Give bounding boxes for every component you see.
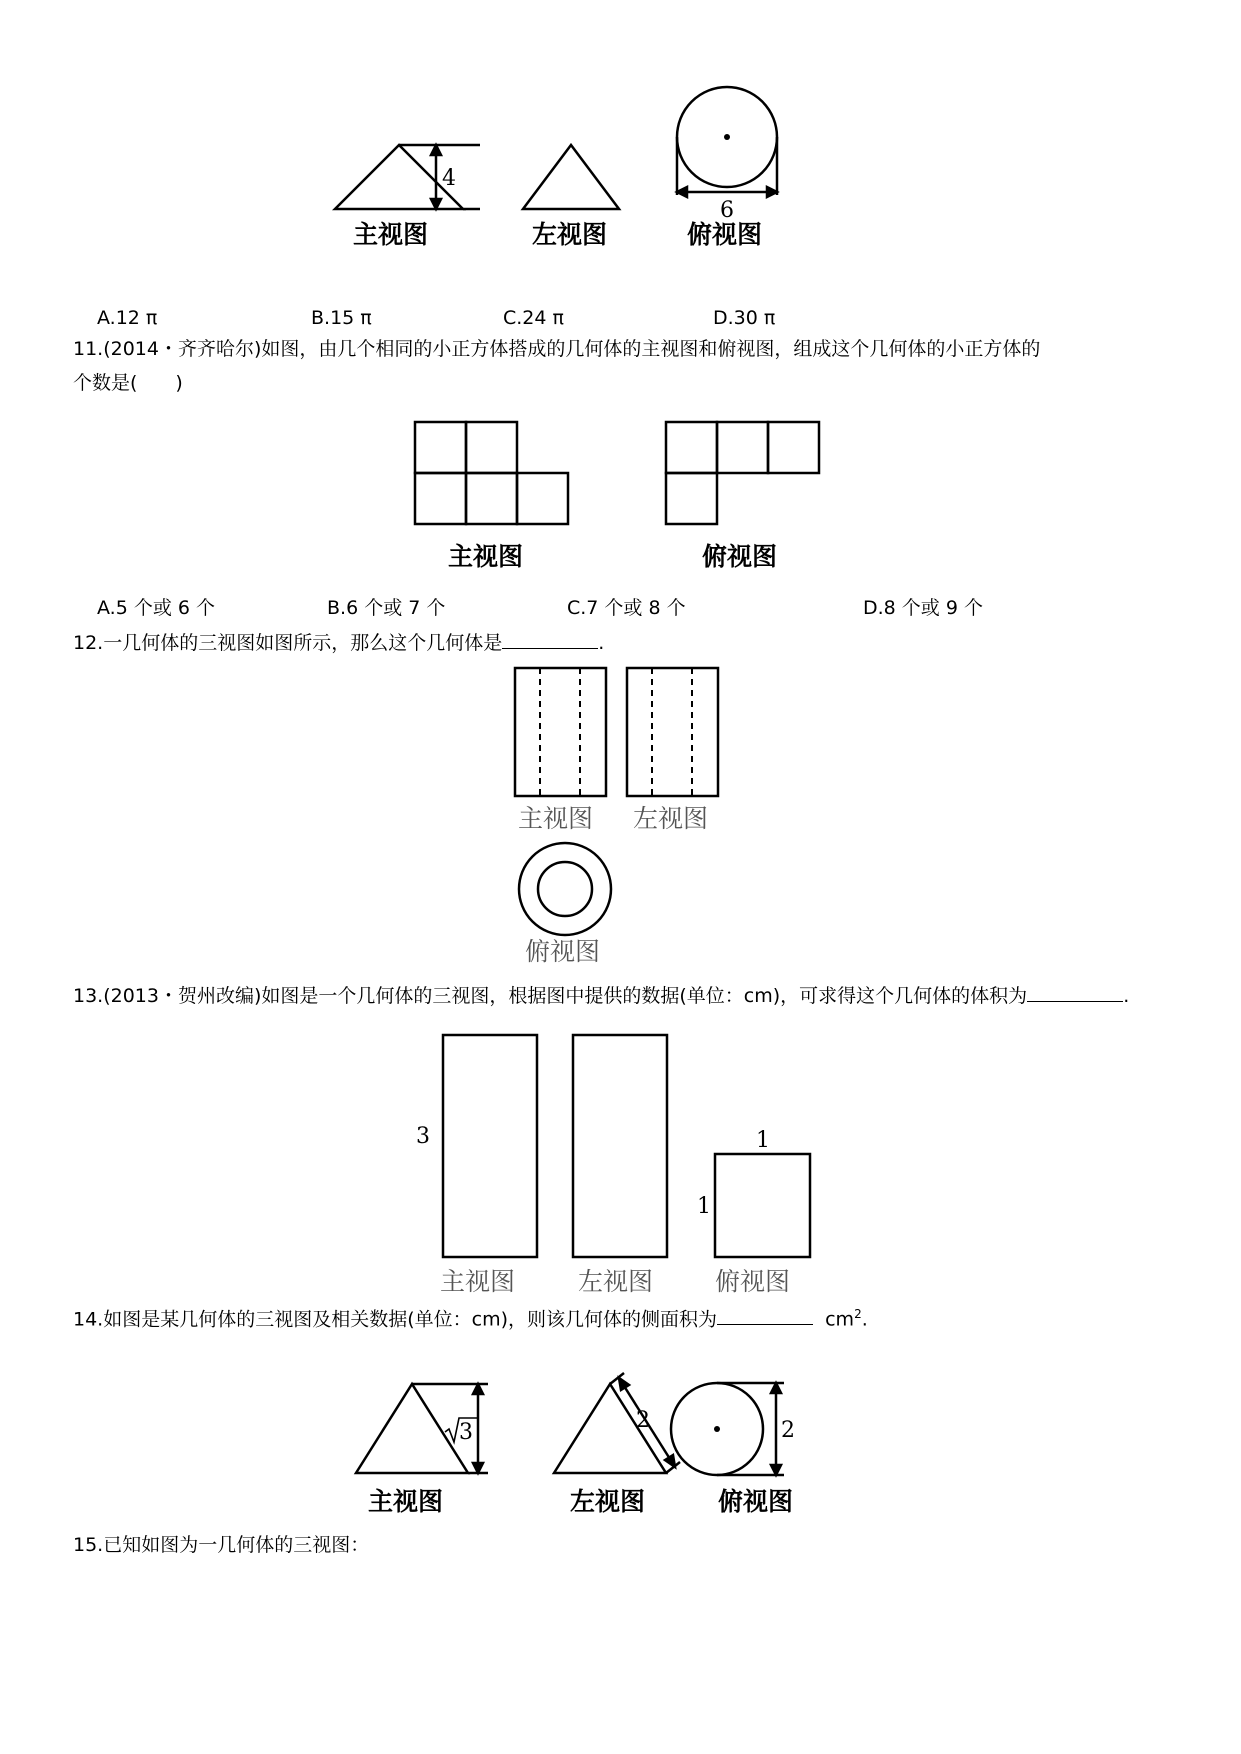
top-view-circle [671, 1383, 784, 1475]
q11-option-c: C.7 个或 8 个 [567, 597, 686, 619]
top-view-square [715, 1154, 810, 1257]
width-label: 1 [756, 1128, 770, 1153]
q15-text: 15.已知如图为一几何体的三视图： [73, 1534, 370, 1556]
q14-text [73, 1302, 868, 1331]
left-view-hidden-lines [652, 668, 692, 796]
q10-option-a: A.12 π [97, 307, 158, 329]
top-view-label: 俯视图 [715, 1267, 791, 1296]
height-label: 3 [459, 1420, 473, 1445]
top-view-grid [666, 422, 819, 524]
front-view-label: 主视图 [440, 1267, 516, 1296]
q13-answer-blank[interactable] [1027, 983, 1123, 1002]
top-view-ring [519, 843, 611, 935]
q11-option-a: A.5 个或 6 个 [97, 597, 215, 619]
q14-unit-sup: 2 [854, 1307, 862, 1321]
diameter-label: 2 [781, 1418, 795, 1443]
front-view-rect [515, 668, 606, 796]
q11-text-line1: 11.(2014・齐齐哈尔)如图，由几个相同的小正方体搭成的几何体的主视图和俯视图，组成这个几何体的小正方体的 [73, 338, 1041, 360]
q11-option-d: D.8 个或 9 个 [863, 597, 983, 619]
top-view-circle [677, 87, 777, 197]
q10-option-d: D.30 π [713, 307, 776, 329]
left-view-triangle [523, 145, 619, 209]
front-view-label: 主视图 [353, 220, 429, 249]
q13-text [73, 983, 1129, 1008]
left-view-rect [627, 668, 718, 796]
q14-unit: cm [825, 1308, 855, 1331]
front-view-triangle [335, 145, 480, 209]
q14-end: . [861, 1308, 868, 1331]
left-view-rect [573, 1035, 667, 1257]
figure-q10 [320, 95, 880, 275]
q13-end: . [1123, 985, 1130, 1007]
q10-option-c: C.24 π [503, 307, 564, 329]
top-view-label: 俯视图 [702, 542, 778, 571]
left-view-label: 左视图 [633, 804, 709, 833]
figure-q13 [410, 1025, 830, 1295]
front-view-grid [415, 422, 568, 524]
q12-text [73, 630, 604, 655]
q13-question: 13.(2013・贺州改编)如图是一个几何体的三视图，根据图中提供的数据(单位：cm)，可求得这个几何体的体积为 [73, 985, 1028, 1007]
front-view-label: 主视图 [518, 804, 594, 833]
center-dot [714, 1426, 720, 1432]
figure-q11 [400, 415, 840, 575]
figure-q12 [500, 660, 740, 972]
figure-q14 [340, 1345, 900, 1525]
left-view-label: 左视图 [532, 220, 608, 249]
q11-option-b: B.6 个或 7 个 [327, 597, 446, 619]
front-view-label: 主视图 [368, 1487, 444, 1516]
front-view-rect [443, 1035, 537, 1257]
q12-end: . [598, 632, 605, 654]
front-view-hidden-lines [540, 668, 580, 796]
q12-answer-blank[interactable] [502, 630, 598, 649]
slant-label: 2 [636, 1408, 650, 1433]
front-view-label: 主视图 [448, 542, 524, 571]
center-dot [724, 134, 730, 140]
left-view-triangle [554, 1373, 680, 1473]
q14-question: 14.如图是某几何体的三视图及相关数据(单位：cm)，则该几何体的侧面积为 [73, 1308, 717, 1331]
top-view-label: 俯视图 [525, 937, 601, 966]
top-view-label: 俯视图 [687, 220, 763, 249]
height-label: 4 [442, 166, 456, 191]
height-label: 3 [416, 1124, 430, 1149]
left-view-label: 左视图 [570, 1487, 646, 1516]
q11-text-line2: 个数是( ) [73, 372, 183, 394]
q10-option-b: B.15 π [311, 307, 372, 329]
q14-answer-blank[interactable] [717, 1306, 813, 1325]
top-view-label: 俯视图 [718, 1487, 794, 1516]
diameter-label: 6 [720, 198, 734, 223]
q12-question: 12.一几何体的三视图如图所示，那么这个几何体是 [73, 632, 503, 654]
left-view-label: 左视图 [578, 1267, 654, 1296]
depth-label: 1 [697, 1194, 711, 1219]
